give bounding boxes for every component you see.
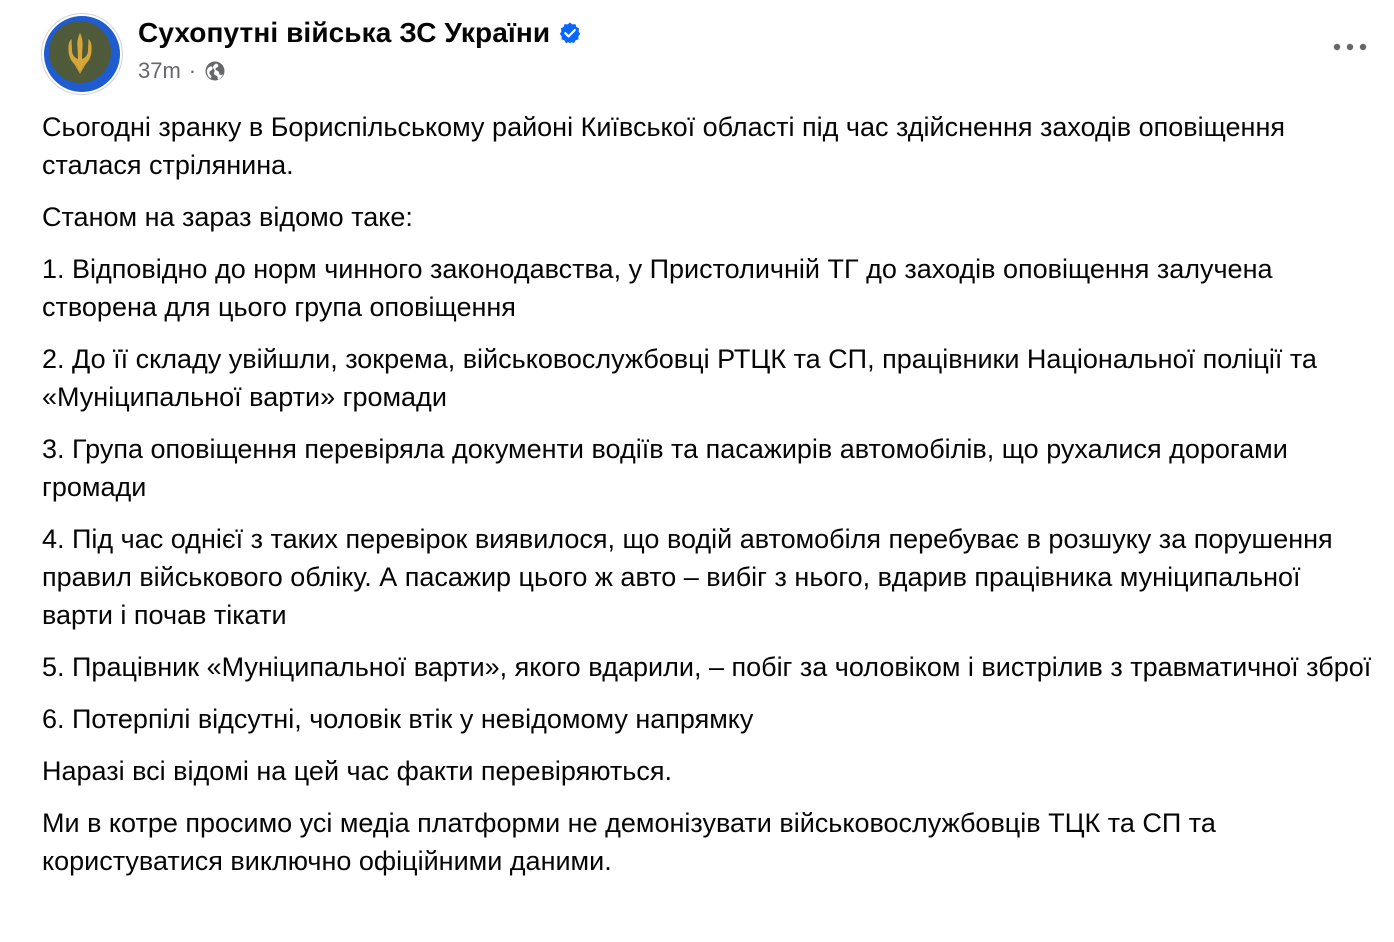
post-paragraph: Наразі всі відомі на цей час факти перевіряються. bbox=[42, 756, 672, 786]
meta-separator: · bbox=[188, 58, 197, 83]
post-paragraph: Сьогодні зранку в Бориспільському районі Київської області під час здійснення заходів оповіщення сталася стрілянина. bbox=[42, 112, 1285, 180]
post-paragraph: 5. Працівник «Муніципальної варти», якого вдарили, – побіг за чоловіком і вистрілив з травматичної зброї bbox=[42, 652, 1372, 682]
more-options-button[interactable] bbox=[1328, 32, 1372, 62]
post-meta bbox=[138, 56, 226, 86]
post-paragraph: 6. Потерпілі відсутні, чоловік втік у невідомому напрямку bbox=[42, 704, 754, 734]
post-paragraph: Ми в котре просимо усі медіа платформи не демонізувати військовослужбовців ТЦК та СП та користуватися виключно офіційними даними. bbox=[42, 808, 1216, 876]
post-header bbox=[42, 14, 1372, 94]
post-text bbox=[42, 108, 1372, 894]
post-paragraph: 3. Група оповіщення перевіряла документи водіїв та пасажирів автомобілів, що рухалися дорогами громади bbox=[42, 434, 1288, 502]
page-avatar[interactable] bbox=[42, 14, 122, 94]
globe-icon[interactable] bbox=[204, 60, 226, 82]
post-paragraph: Станом на зараз відомо таке: bbox=[42, 202, 413, 232]
post-paragraph: 2. До її складу увійшли, зокрема, військовослужбовці РТЦК та СП, працівники Національної поліції та «Муніципальної варти» громади bbox=[42, 344, 1317, 412]
post-timestamp[interactable]: 37m bbox=[138, 58, 181, 83]
verified-badge-icon bbox=[558, 21, 582, 45]
post-paragraph: 1. Відповідно до норм чинного законодавства, у Пристоличній ТГ до заходів оповіщення залучена створена для цього група оповіщення bbox=[42, 254, 1273, 322]
page-name-link[interactable]: Сухопутні війська ЗС України bbox=[138, 17, 551, 48]
trident-emblem-icon bbox=[49, 21, 111, 83]
post-paragraph: 4. Під час однієї з таких перевірок виявилося, що водій автомобіля перебуває в розшуку за порушення правил військового обліку. А пасажир цього ж авто – вибіг з нього, вдарив працівника муніципальної варти і почав тікати bbox=[42, 524, 1333, 630]
avatar-image bbox=[49, 21, 111, 83]
more-options-icon bbox=[1332, 42, 1368, 52]
page-name-row bbox=[138, 16, 582, 50]
